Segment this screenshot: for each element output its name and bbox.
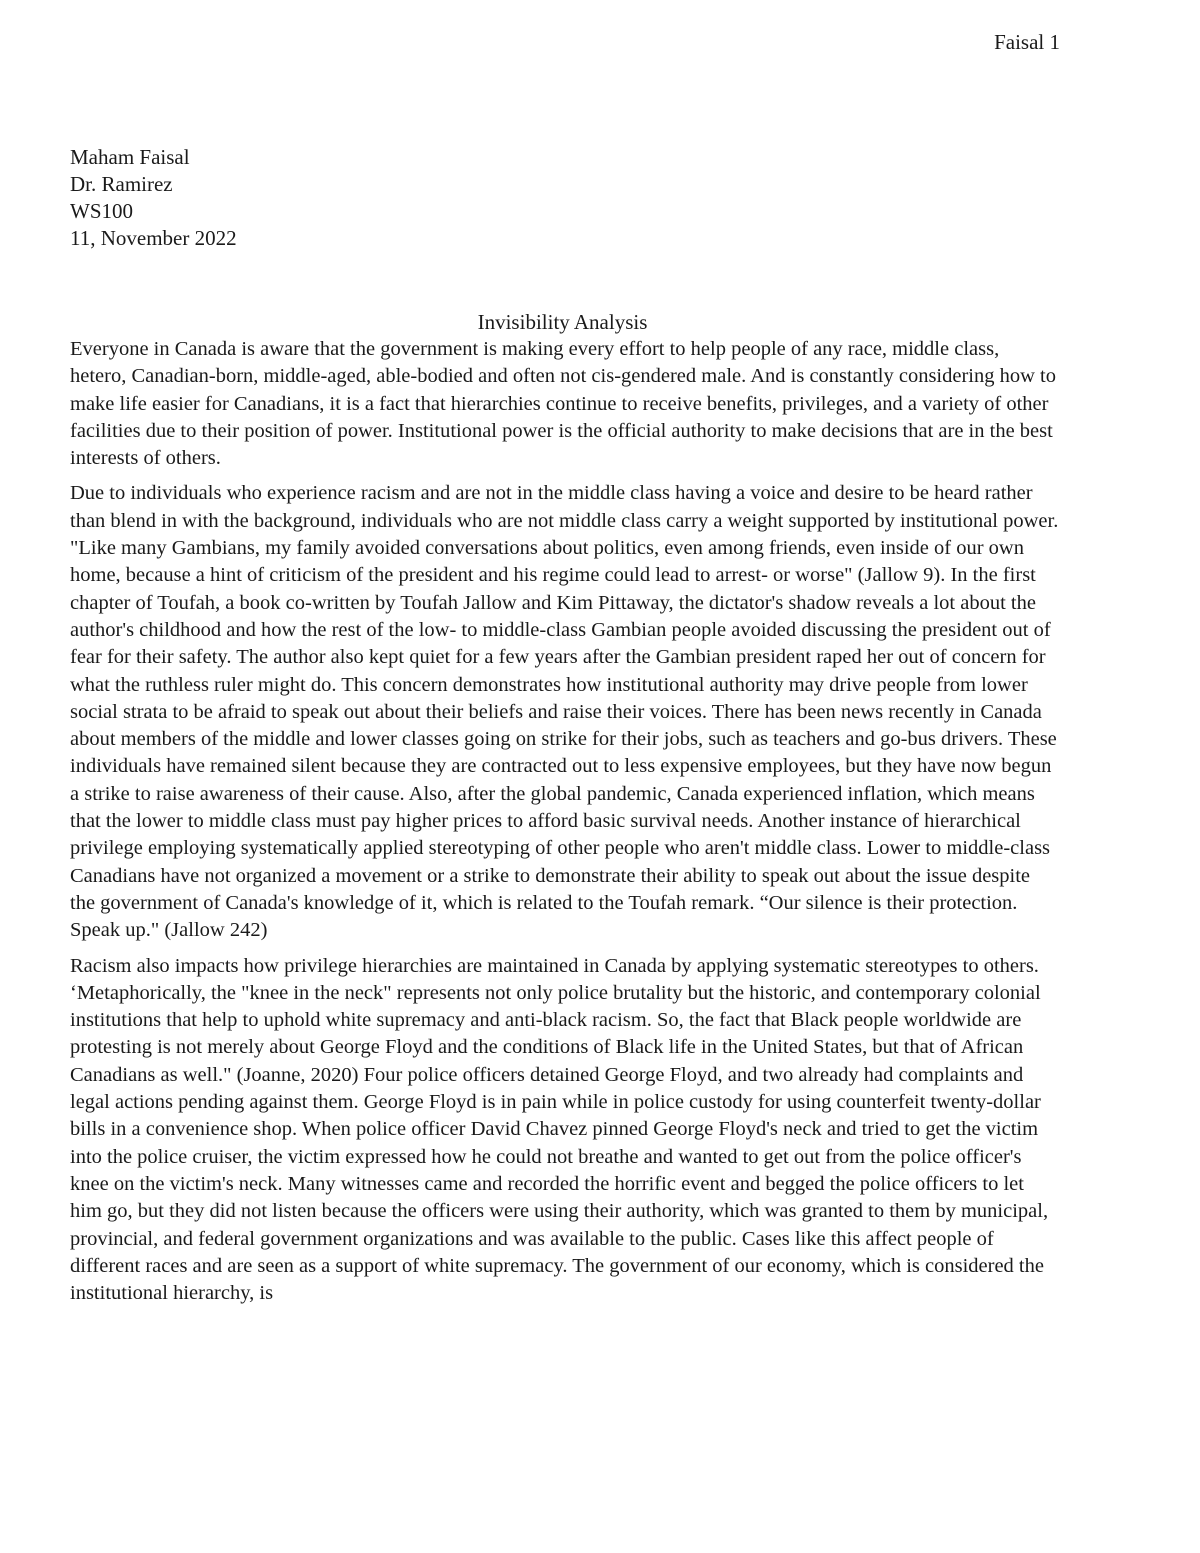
running-header: Faisal 1 [994,30,1060,54]
body-paragraph-1: Everyone in Canada is aware that the government is making every effort to help people of any race, middle class, hetero, Canadian-born, middle-aged, able-bodied and often not cis-gendered male. And is constantly considering how to make life easier for Canadians, it is a fact that hierarchies continue to receive benefits, privileges, and a variety of other facilities due to their position of power. Institutional power is the official authority to make decisions that are in the best interests of others. [70,338,1056,470]
mla-heading-block [70,144,237,252]
body-paragraph-2: Due to individuals who experience racism and are not in the middle class having a voice and desire to be heard rather than blend in with the background, individuals who are not middle class carry a weight supported by institutional power. "Like many Gambians, my family avoided conversations about politics, even among friends, even inside of our own home, because a hint of criticism of the president and his regime could lead to arrest- or worse" (Jallow 9). In the first chapter of Toufah, a book co-written by Toufah Jallow and Kim Pittaway, the dictator's shadow reveals a lot about the author's childhood and how the rest of the low- to middle-class Gambian people avoided discussing the president out of fear for their safety. The author also kept quiet for a few years after the Gambian president raped her out of concern for what the ruthless ruler might do. This concern demonstrates how institutional authority may drive people from lower social strata to be afraid to speak out about their beliefs and raise their voices. There has been news recently in Canada about members of the middle and lower classes going on strike for their jobs, such as teachers and go-bus drivers. These individuals have remained silent because they are contracted out to less expensive employees, but they have now begun a strike to raise awareness of their cause. Also, after the global pandemic, Canada experienced inflation, which means that the lower to middle class must pay higher prices to afford basic survival needs. Another instance of hierarchical privilege employing systematically applied stereotyping of other people who aren't middle class. Lower to middle-class Canadians have not organized a movement or a strike to demonstrate their ability to speak out about the issue despite the government of Canada's knowledge of it, which is related to the Toufah remark. “Our silence is their protection. Speak up." (Jallow 242) [70,482,1059,942]
body-paragraph-3: Racism also impacts how privilege hierarchies are maintained in Canada by applying systematic stereotypes to others. ‘Metaphorically, the "knee in the neck" represents not only police brutality but the historic, and contemporary colonial institutions that help to uphold white supremacy and anti-black racism. So, the fact that Black people worldwide are protesting is not merely about George Floyd and the conditions of Black life in the United States, but that of African Canadians as well." (Joanne, 2020) Four police officers detained George Floyd, and two already had complaints and legal actions pending against them. George Floyd is in pain while in police custody for using counterfeit twenty-dollar bills in a convenience shop. When police officer David Chavez pinned George Floyd's neck and tried to get the victim into the police cruiser, the victim expressed how he could not breathe and wanted to get out from the police officer's knee on the victim's neck. Many witnesses came and recorded the horrific event and begged the police officers to let him go, but they did not listen because the officers were using their authority, which was granted to them by municipal, provincial, and federal government organizations and was available to the public. Cases like this affect people of different races and are seen as a support of white supremacy. The government of our economy, which is considered the institutional hierarchy, is [70,954,1049,1305]
course-code: WS100 [70,199,133,223]
submission-date: 11, November 2022 [70,226,237,250]
student-name: Maham Faisal [70,145,190,169]
instructor-name: Dr. Ramirez [70,172,173,196]
essay-body [70,336,1060,1315]
essay-title: Invisibility Analysis [477,310,648,334]
